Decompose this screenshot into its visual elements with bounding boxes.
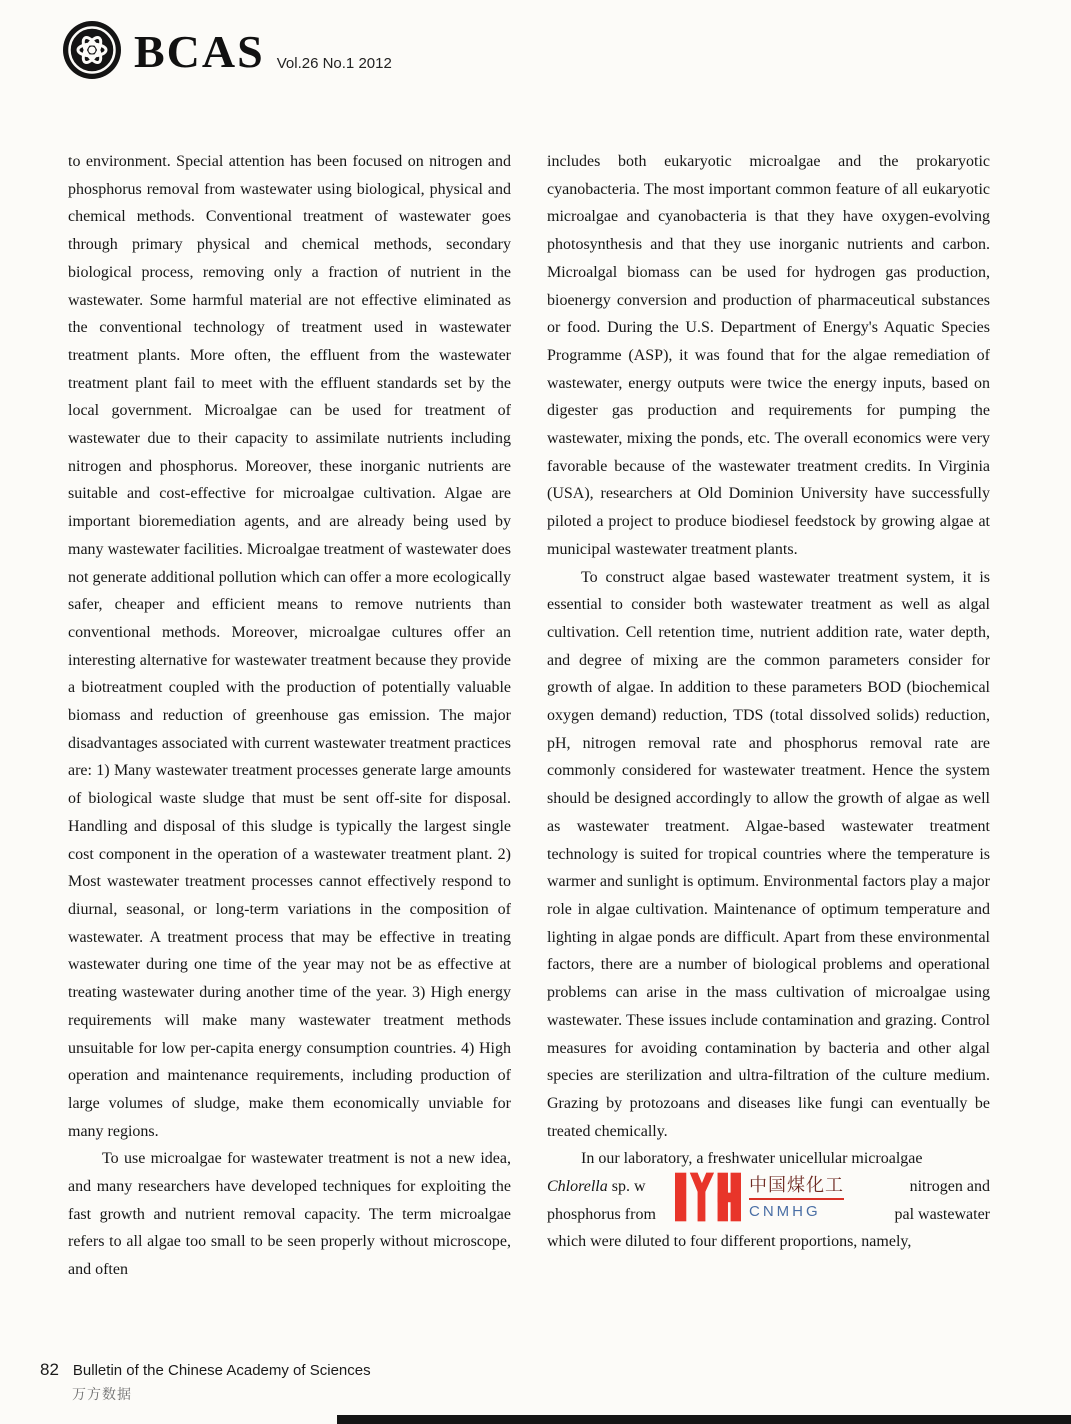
scan-edge-bar — [337, 1415, 1071, 1424]
journal-header — [62, 20, 392, 80]
article-paragraph: to environment. Special attention has been focused on nitrogen and phosphorus removal from wastewater using biological, physical and chemical methods. Conventional treatment of wastewater goes through primary physical and chemical methods, secondary biological process, removing only a fraction of nutrient in the wastewater. Some harmful material are not effective eliminated as the conventional technology of treatment used in wastewater treatment plants. More often, the effluent from the wastewater treatment plant fail to meet with the effluent standards set by the local government. Microalgae can be used for treatment of wastewater due to their capacity to assimilate nutrients including nitrogen and phosphorus. Moreover, these inorganic nutrients are suitable and cost-effective for microalgae cultivation. Algae are important bioremediation agents, and are already being used by many wastewater facilities. Microalgae treatment of wastewater does not generate additional pollution which can offer a more ecologically safer, cheaper and efficient means to remove nutrients than conventional methods. Moreover, microalgae cultures offer an interesting alternative for wastewater treatment because they provide a biotreatment coupled with the production of potentially valuable biomass and reduction of greenhouse gas emission. The major disadvantages associated with current wastewater treatment practices are: 1) Many wastewater treatment processes generate large amounts of biological waste sludge that must be sent off-site for disposal. Handling and disposal of this sludge is typically the largest single cost component in the operation of a wastewater treatment plant. 2) Most wastewater treatment processes cannot effectively respond to diurnal, seasonal, or long-term variations in the composition of wastewater. A treatment process that may be effective in treating wastewater during one time of the year may not be as effective at treating wastewater during another time of the year. 3) High energy requirements will make many wastewater treatment methods unsuitable for low per-capita energy consumption countries. 4) High operation and maintenance requirements, including production of large volumes of sludge, make them economically unviable for many regions. — [68, 153, 511, 1140]
watermark-text-block — [749, 1174, 844, 1221]
line-fragment — [547, 1173, 646, 1201]
article-body — [68, 148, 990, 1284]
article-paragraph: includes both eukaryotic microalgae and the prokaryotic cyanobacteria. The most important common feature of all eukaryotic microalgae and cyanobacteria is that they have oxygen-evolving photosynthesis and that they use inorganic nutrients and carbon. Microalgal biomass can be used for hydrogen gas production, bioenergy conversion and production of pharmaceutical substances or food. During the U.S. Department of Energy's Aquatic Species Programme (ASP), it was found that for the algae remediation of wastewater, energy outputs were twice the energy inputs, based on digester gas production and requirements for pumping the wastewater, mixing the ponds, etc. The overall economics were very favorable because of the wastewater treatment credits. In Virginia (USA), researchers at Old Dominion University have successfully piloted a project to produce biodiesel feedstock by growing algae at municipal wastewater treatment plants. — [547, 153, 990, 558]
article-paragraph: To construct algae based wastewater treatment system, it is essential to consider both wastewater treatment as well as algal cultivation. Cell retention time, nutrient addition rate, water depth, and degree of mixing are the common parameters consider for growth of algae. In addition to these parameters BOD (biochemical oxygen demand) reduction, TDS (total dissolved solids) reduction, pH, nitrogen removal rate and phosphorus removal rate are commonly considered for wastewater treatment. Hence the system should be designed accordingly to allow the growth of algae as well as wastewater treatment. Algae-based wastewater treatment technology is suited for tropical countries where the temperature is warmer and sunlight is optimum. Environmental factors play a major role in algae cultivation. Maintenance of optimum temperature and lighting in algae ponds are difficult. Apart from these environmental factors, there are a number of biological problems and operational problems can arise in the mass cultivation of microalgae using wastewater. These issues include contamination and grazing. Control measures for avoiding contamination by bacteria and other algal species are sterilization and ultra-filtration of the culture medium. Grazing by protozoans and diseases like fungi can eventually be treated chemically. — [547, 568, 990, 1140]
line-fragment: phosphorus from — [547, 1205, 656, 1223]
journal-title: Bulletin of the Chinese Academy of Sciences — [72, 1362, 371, 1379]
page-number: 82 — [40, 1360, 59, 1379]
species-name: Chlorella — [547, 1178, 608, 1195]
watermark-latin-text: CNMHG — [749, 1202, 821, 1220]
issue-info: Vol.26 No.1 2012 — [276, 55, 392, 72]
watermark-rule — [749, 1198, 844, 1200]
journal-abbreviation: BCAS — [134, 26, 265, 77]
bcas-emblem-icon — [62, 20, 122, 80]
page-footer — [40, 1360, 371, 1404]
line-fragment: sp. w — [607, 1178, 646, 1195]
line-fragment: nitrogen and — [909, 1178, 990, 1195]
article-paragraph-with-watermark — [547, 1145, 990, 1256]
left-column — [68, 148, 511, 1284]
right-column — [547, 148, 990, 1284]
paragraph-line: In our laboratory, a freshwater unicellular microalgae — [581, 1150, 923, 1168]
cnmhg-watermark — [675, 1167, 883, 1227]
wanfang-data-mark: 万方数据 — [72, 1386, 132, 1402]
line-fragment: pal wastewater — [894, 1205, 990, 1223]
article-paragraph: To use microalgae for wastewater treatment is not a new idea, and many researchers have developed techniques for exploiting the fast growth and nutrient removal capacity. The term microalgae refers to all algae too small to be seen properly without microscope, and often — [68, 1150, 511, 1279]
footer-line — [40, 1360, 371, 1380]
cnmhg-logo-icon — [675, 1171, 741, 1223]
paragraph-line: which were diluted to four different proportions, namely, — [547, 1233, 912, 1251]
watermark-chinese-text: 中国煤化工 — [749, 1174, 844, 1195]
